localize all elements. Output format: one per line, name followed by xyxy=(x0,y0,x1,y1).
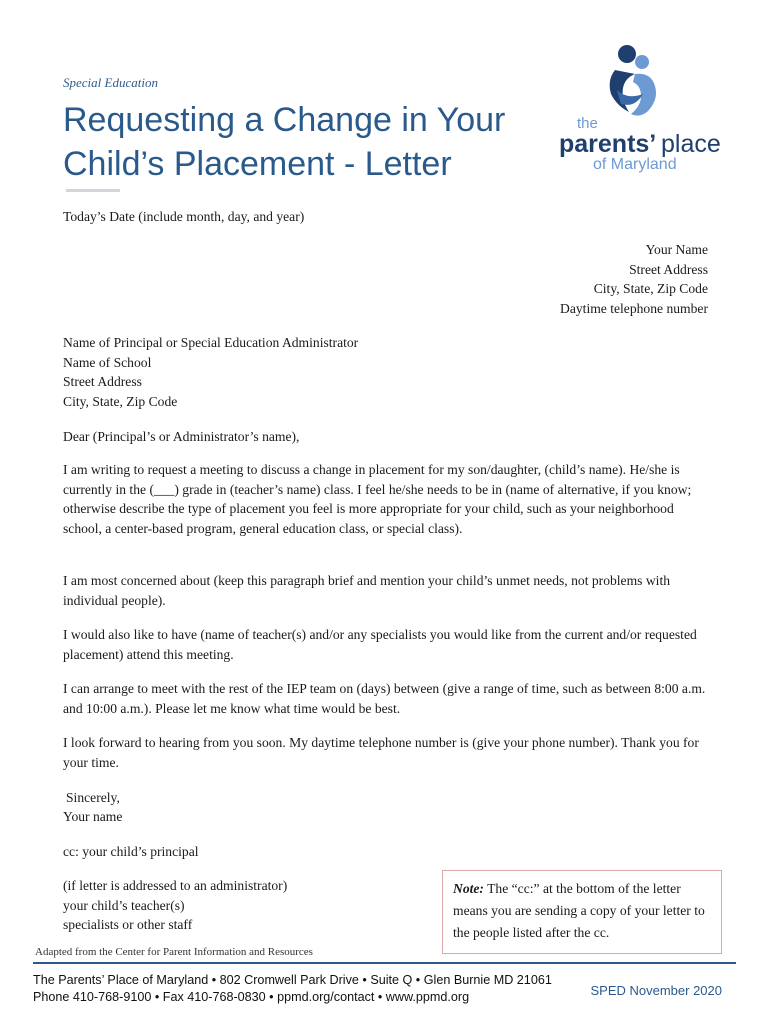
closing-salutation: Sincerely, xyxy=(66,790,120,805)
family-figure-icon xyxy=(610,45,656,116)
paragraph-concerns: I am most concerned about (keep this paragraph brief and mention your child’s unmet needs, not problems with individual people). xyxy=(63,573,671,608)
cc-line: cc: your child’s principal xyxy=(63,844,199,859)
document-code: SPED November 2020 xyxy=(590,983,722,998)
title-line-2: Child’s Placement - Letter xyxy=(63,145,452,183)
paragraph-scheduling: I can arrange to meet with the rest of the IEP team on (days) between (give a range of time, such as between 8:00 a.m. and 10:00 a.m.). Please let me know what time would be best. xyxy=(63,681,706,716)
cc-item: (if letter is addressed to an administrator) xyxy=(63,878,288,893)
date-line: Today’s Date (include month, day, and year) xyxy=(63,209,305,224)
recipient-city-state-zip: City, State, Zip Code xyxy=(63,393,178,409)
parents-place-logo xyxy=(555,42,725,182)
greeting: Dear (Principal’s or Administrator’s name), xyxy=(63,429,300,444)
signature-name: Your name xyxy=(63,809,123,824)
note-text: The “cc:” at the bottom of the letter means you are sending a copy of your letter to the people listed after the cc. xyxy=(453,881,705,940)
note-box xyxy=(442,870,722,954)
logo-the-text: the xyxy=(577,115,598,132)
cc-list xyxy=(63,876,287,935)
adapted-credit: Adapted from the Center for Parent Information and Resources xyxy=(35,946,313,958)
recipient-street: Street Address xyxy=(63,374,142,389)
footer-contact xyxy=(33,972,552,1006)
footer-divider xyxy=(33,962,736,964)
sender-name: Your Name xyxy=(645,242,708,257)
logo-parents-text: parents’ xyxy=(559,130,657,158)
logo-place-text: place xyxy=(661,130,721,158)
sender-address-block xyxy=(560,240,708,318)
sender-phone: Daytime telephone number xyxy=(560,300,708,316)
paragraph-request: I am writing to request a meeting to discuss a change in placement for my son/daughter, (child’s name). He/she is currently in the (___) grade in (teacher’s name) class. I feel he/she needs to be in (name of alternative, if you know; otherwise describe the type of placement you feel is more appropriate for your child, such as your neighborhood school, a center-based program, general education class, or special class). xyxy=(63,462,692,536)
page-title xyxy=(63,98,543,186)
footer-address-line: The Parents’ Place of Maryland • 802 Cromwell Park Drive • Suite Q • Glen Burnie MD 21061 xyxy=(33,973,552,987)
title-underline xyxy=(66,189,120,192)
recipient-school: Name of School xyxy=(63,354,152,370)
paragraph-closing: I look forward to hearing from you soon. My daytime telephone number is (give your phone number). Thank you for your time. xyxy=(63,735,699,770)
recipient-name: Name of Principal or Special Education Administrator xyxy=(63,335,359,350)
paragraph-attendees: I would also like to have (name of teacher(s) and/or any specialists you would like from the current and/or requested placement) attend this meeting. xyxy=(63,627,697,662)
sender-street: Street Address xyxy=(629,261,708,277)
footer-contact-line: Phone 410-768-9100 • Fax 410-768-0830 • ppmd.org/contact • www.ppmd.org xyxy=(33,990,470,1004)
cc-item: specialists or other staff xyxy=(63,917,193,932)
title-line-1: Requesting a Change in Your xyxy=(63,101,506,139)
logo-of-maryland-text: of Maryland xyxy=(593,156,677,173)
cc-item: your child’s teacher(s) xyxy=(63,897,185,913)
recipient-address-block xyxy=(63,333,358,411)
section-eyebrow: Special Education xyxy=(63,75,158,90)
sender-city-state-zip: City, State, Zip Code xyxy=(593,281,708,296)
note-label: Note: xyxy=(453,881,484,896)
